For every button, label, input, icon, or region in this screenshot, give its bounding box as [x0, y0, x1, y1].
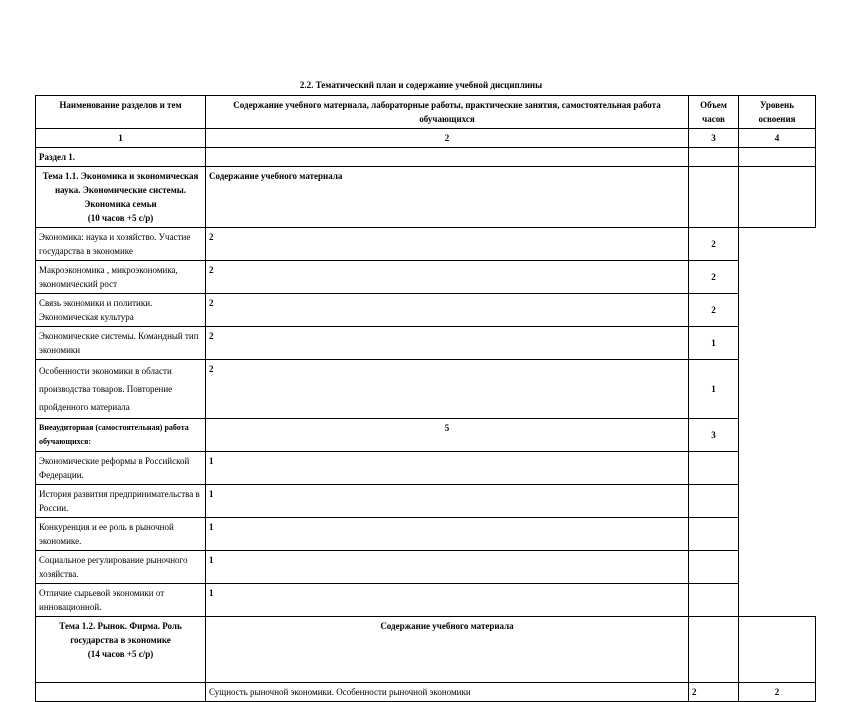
empty-cell	[689, 167, 739, 228]
row-hours: 2	[206, 360, 689, 419]
row-hours: 1	[206, 485, 689, 518]
row-level	[689, 584, 739, 617]
table-row	[36, 419, 816, 452]
thematic-plan-table	[35, 95, 816, 702]
row-hours: 1	[206, 452, 689, 485]
table-row	[36, 294, 816, 327]
row-text: Отличие сырьевой экономики от инновационной.	[36, 584, 206, 617]
row-level: 1	[689, 360, 739, 419]
header-sections: Наименование разделов и тем	[36, 96, 206, 129]
empty-cell	[739, 148, 816, 167]
row-level	[689, 485, 739, 518]
row-level: 1	[689, 327, 739, 360]
header-level: Уровень освоения	[739, 96, 816, 129]
row-hours: 1	[206, 518, 689, 551]
row-text: Экономические реформы в Российской Федерации.	[36, 452, 206, 485]
topic1-hours: (10 часов +5 с/р)	[87, 213, 154, 223]
table-row	[36, 228, 816, 261]
table-row	[36, 485, 816, 518]
header-hours: Объем часов	[689, 96, 739, 129]
row-text: Конкуренция и ее роль в рыночной экономике.	[36, 518, 206, 551]
empty-cell	[36, 683, 206, 702]
row-level	[689, 452, 739, 485]
col-number: 2	[206, 129, 689, 148]
row-text: Социальное регулирование рыночного хозяйства.	[36, 551, 206, 584]
header-content: Содержание учебного материала, лабораторные работы, практические занятия, самостоятельная работа обучающихся	[206, 96, 689, 129]
empty-cell	[689, 148, 739, 167]
table-row	[36, 261, 816, 294]
empty-cell	[689, 617, 739, 683]
row-hours: 2	[689, 683, 739, 702]
row-hours: 1	[206, 584, 689, 617]
topic1-name: Тема 1.1. Экономика и экономическая наука. Экономические системы. Экономика семьи	[42, 171, 199, 209]
row-level: 2	[689, 228, 739, 261]
col-number: 4	[739, 129, 816, 148]
row-level: 2	[689, 261, 739, 294]
empty-cell	[739, 167, 816, 228]
topic2-row	[36, 617, 816, 683]
row-hours: 2	[206, 228, 689, 261]
topic2-cell	[36, 617, 206, 683]
row-hours: 1	[206, 551, 689, 584]
section-row	[36, 148, 816, 167]
table-row	[36, 452, 816, 485]
row-hours: 5	[206, 419, 689, 452]
empty-cell	[206, 148, 689, 167]
section-label: Раздел 1.	[36, 148, 206, 167]
row-text: Связь экономики и политики. Экономическая культура	[36, 294, 206, 327]
row-hours: 2	[206, 327, 689, 360]
row-level: 3	[689, 419, 739, 452]
table-row	[36, 360, 816, 419]
row-level: 2	[739, 683, 816, 702]
row-text: Макроэкономика , микроэкономика, экономический рост	[36, 261, 206, 294]
topic1-content-heading: Содержание учебного материала	[206, 167, 689, 228]
topic1-cell	[36, 167, 206, 228]
empty-cell	[739, 617, 816, 683]
topic2-content-heading: Содержание учебного материала	[206, 617, 689, 683]
row-level	[689, 518, 739, 551]
col-number: 3	[689, 129, 739, 148]
row-text: Экономика: наука и хозяйство. Участие государства в экономике	[36, 228, 206, 261]
table-row	[36, 683, 816, 702]
table-row	[36, 551, 816, 584]
table-row	[36, 584, 816, 617]
column-numbers-row	[36, 129, 816, 148]
row-text: Сущность рыночной экономики. Особенности рыночной экономики	[206, 683, 689, 702]
col-number: 1	[36, 129, 206, 148]
topic1-heading-row	[36, 167, 816, 228]
row-text: Особенности экономики в области производства товаров. Повторение пройденного материала	[36, 360, 206, 419]
row-text: Экономические системы. Командный тип экономики	[36, 327, 206, 360]
topic2-hours: (14 часов +5 с/р)	[87, 649, 154, 659]
topic2-name: Тема 1.2. Рынок. Фирма. Роль государства в экономике	[59, 621, 182, 645]
row-level	[689, 551, 739, 584]
document-title: 2.2. Тематический план и содержание учебной дисциплины	[299, 80, 543, 90]
header-row	[36, 96, 816, 129]
row-text: История развития предпринимательства в России.	[36, 485, 206, 518]
row-text: Внеаудиторная (самостоятельная) работа обучающихся:	[36, 419, 206, 452]
table-row	[36, 327, 816, 360]
row-level: 2	[689, 294, 739, 327]
table-row	[36, 518, 816, 551]
row-hours: 2	[206, 294, 689, 327]
row-hours: 2	[206, 261, 689, 294]
